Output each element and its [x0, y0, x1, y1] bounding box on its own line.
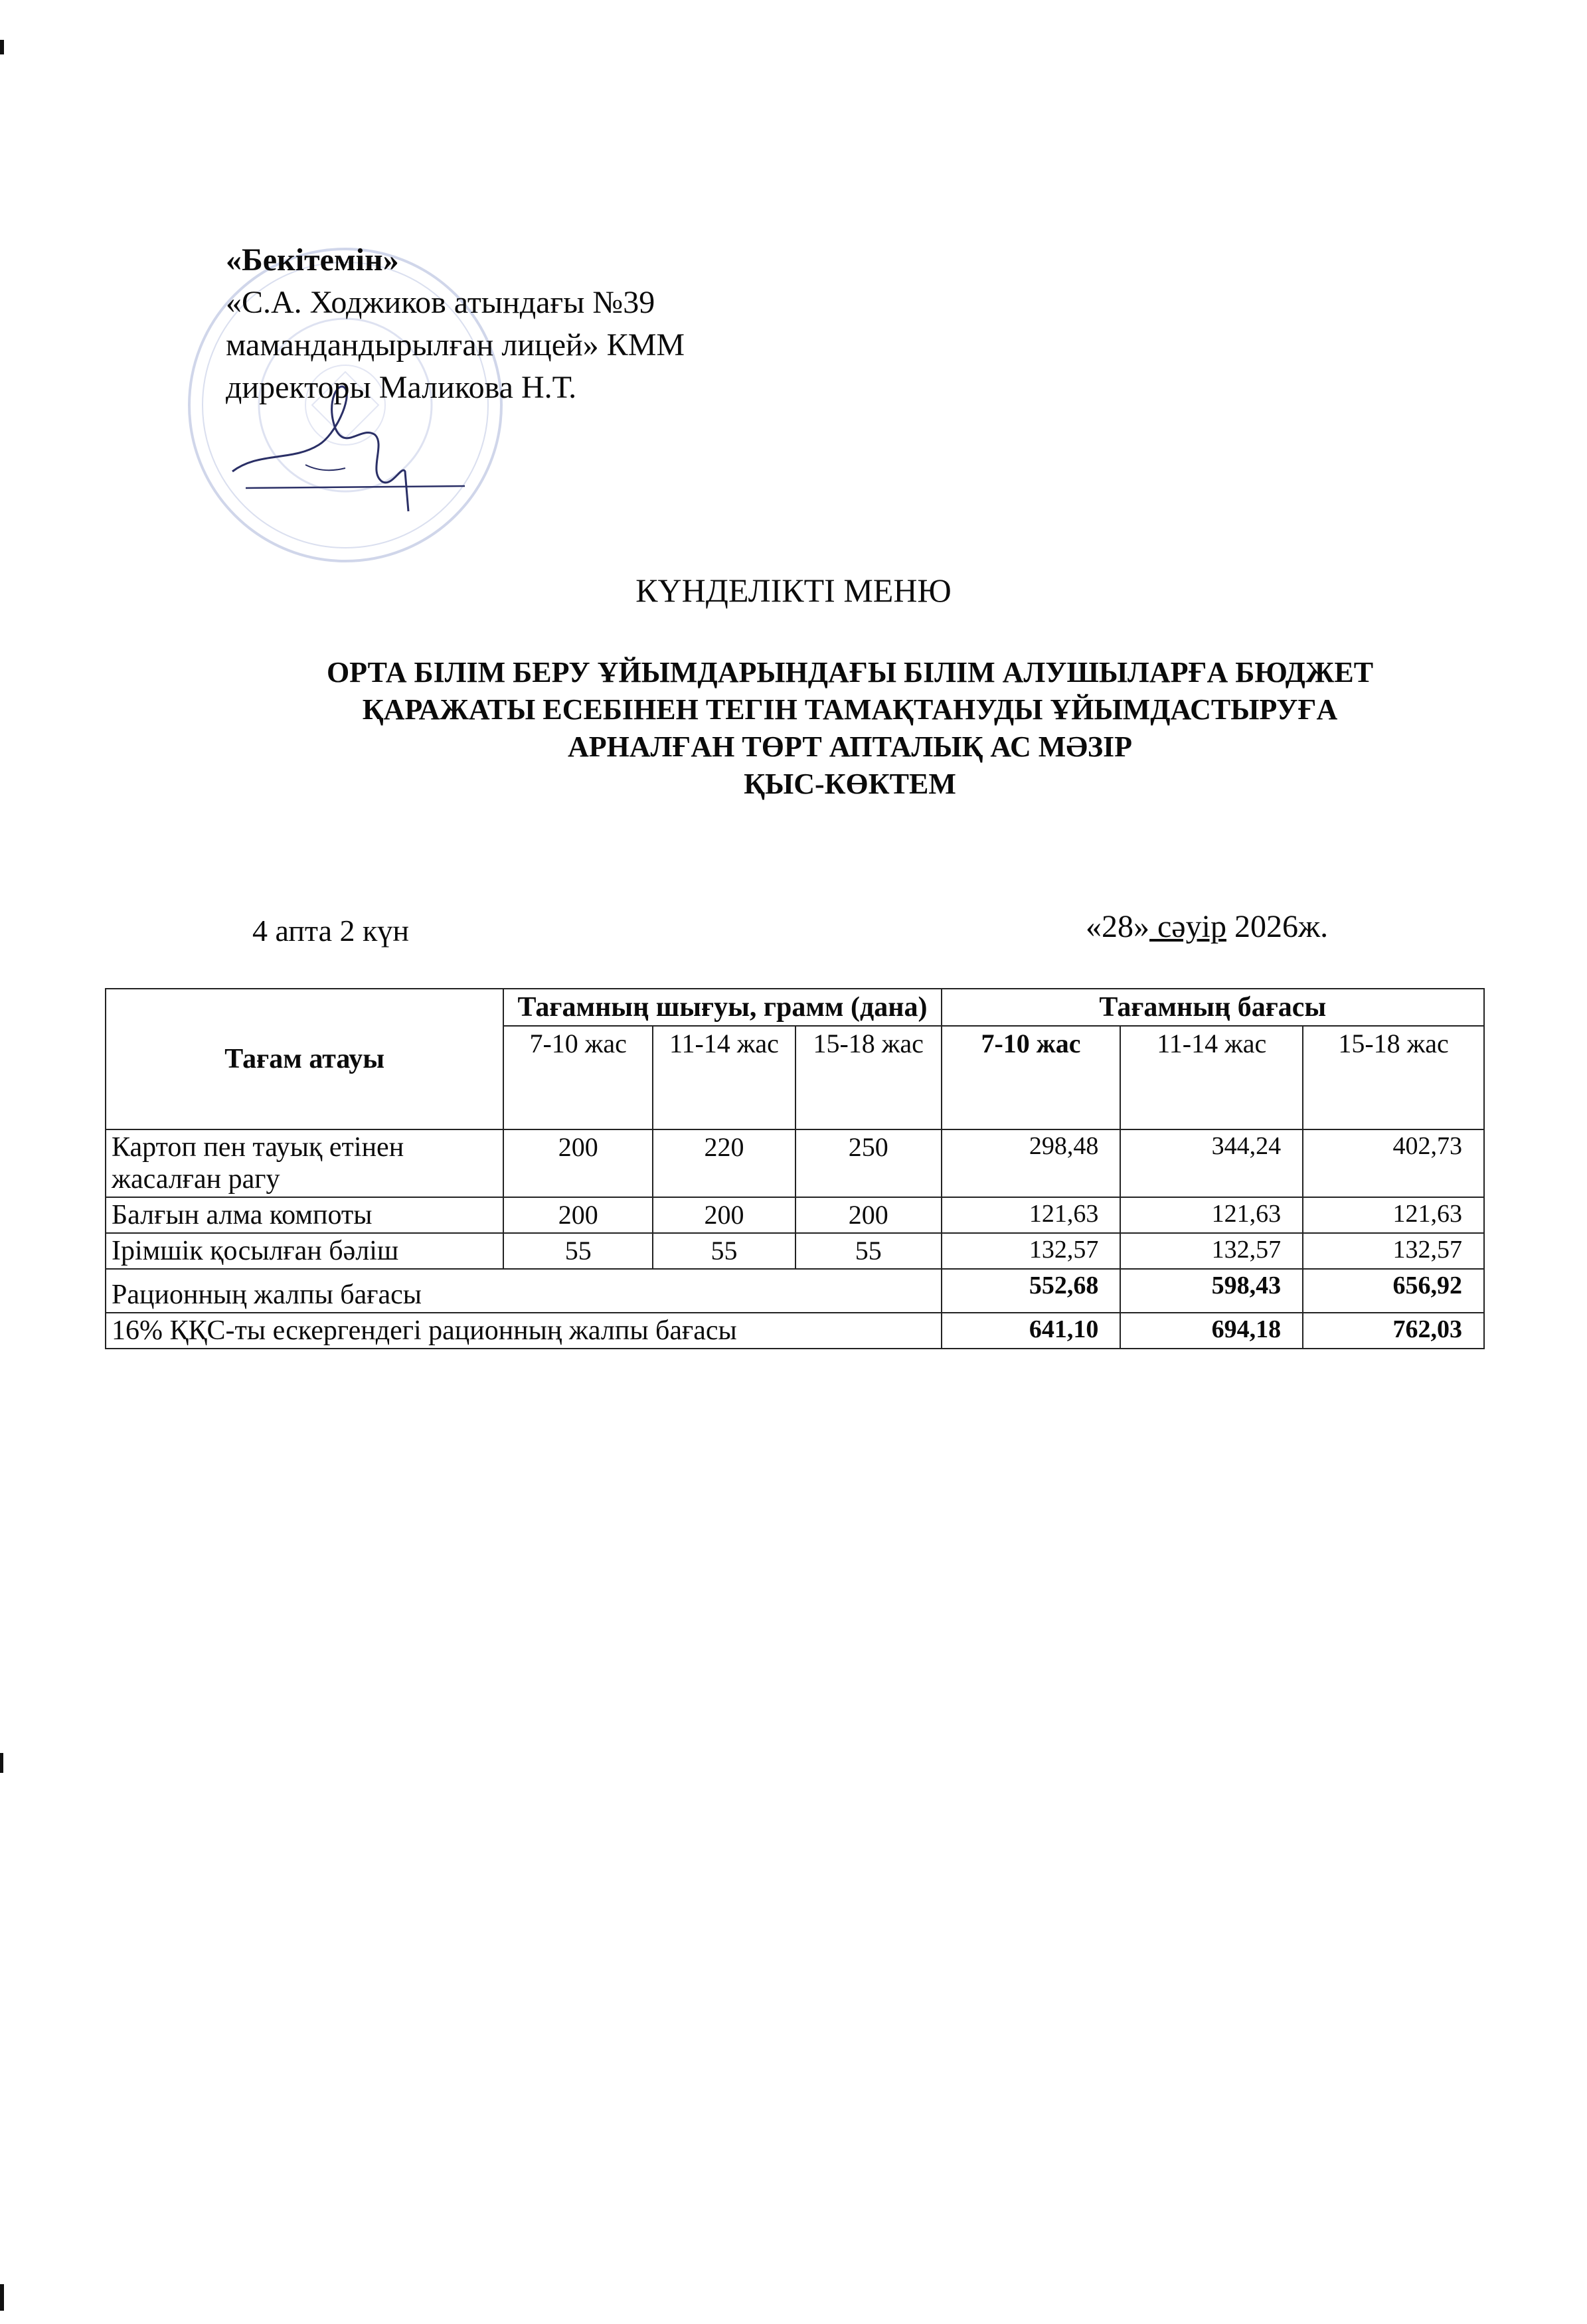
price-cell: 121,63: [942, 1197, 1121, 1233]
approval-line-1: «С.А. Ходжиков атындағы №39: [226, 285, 655, 320]
output-cell: 200: [503, 1129, 653, 1197]
scan-edge-mark: [0, 2284, 4, 2311]
approve-label: «Бекітемін»: [226, 242, 399, 278]
price-cell: 402,73: [1303, 1129, 1484, 1197]
header-price-age: 7-10 жас: [942, 1026, 1121, 1129]
date-month: сәуір: [1149, 909, 1226, 944]
header-output-group: Тағамның шығуы, грамм (дана): [503, 989, 941, 1026]
price-cell: 132,57: [942, 1233, 1121, 1269]
vat-total-cell: 641,10: [942, 1313, 1121, 1349]
price-cell: 132,57: [1303, 1233, 1484, 1269]
header-output-age: 15-18 жас: [795, 1026, 942, 1129]
document-subtitle: [226, 654, 1474, 803]
header-price-age: 11-14 жас: [1120, 1026, 1303, 1129]
page-title: КҮНДЕЛІКТІ МЕНЮ: [635, 572, 952, 609]
total-cell: 656,92: [1303, 1269, 1484, 1313]
subtitle-line: ОРТА БІЛІМ БЕРУ ҰЙЫМДАРЫНДАҒЫ БІЛІМ АЛУШЫЛАРҒА БЮДЖЕТ: [326, 656, 1374, 689]
price-cell: 121,63: [1303, 1197, 1484, 1233]
table-row: [106, 1197, 1484, 1233]
subtitle-line: АРНАЛҒАН ТӨРТ АПТАЛЫҚ АС МӘЗІР: [567, 730, 1133, 763]
table-row: [106, 1233, 1484, 1269]
output-cell: 55: [503, 1233, 653, 1269]
dish-name: Ірімшік қосылған бәліш: [106, 1233, 503, 1269]
total-cell: 598,43: [1120, 1269, 1303, 1313]
header-price-age: 15-18 жас: [1303, 1026, 1484, 1129]
menu-table: [105, 988, 1485, 1349]
approval-line-2: мамандандырылған лицей» КММ: [226, 327, 685, 363]
output-cell: 220: [653, 1129, 795, 1197]
table-row: [106, 1129, 1484, 1197]
output-cell: 200: [503, 1197, 653, 1233]
total-row: [106, 1269, 1484, 1313]
header-output-age: 11-14 жас: [653, 1026, 795, 1129]
dish-name: Картоп пен тауық етінен жасалған рагу: [106, 1129, 503, 1197]
price-cell: 132,57: [1120, 1233, 1303, 1269]
vat-total-row: [106, 1313, 1484, 1349]
vat-total-cell: 694,18: [1120, 1313, 1303, 1349]
vat-total-label: 16% ҚҚС-ты ескергендегі рационның жалпы бағасы: [106, 1313, 942, 1349]
date-year: 2026ж.: [1226, 909, 1329, 944]
document-date: [1086, 908, 1328, 945]
date-day: «28»: [1086, 909, 1149, 944]
dish-name: Балғын алма компоты: [106, 1197, 503, 1233]
output-cell: 200: [653, 1197, 795, 1233]
approval-line-3: директоры Маликова Н.Т.: [226, 370, 577, 405]
scan-edge-mark: [0, 1753, 3, 1773]
total-label: Рационның жалпы бағасы: [106, 1269, 942, 1313]
price-cell: 344,24: [1120, 1129, 1303, 1197]
header-price-group: Тағамның бағасы: [942, 989, 1484, 1026]
subtitle-line: ҚАРАЖАТЫ ЕСЕБІНЕН ТЕГІН ТАМАҚТАНУДЫ ҰЙЫМДАСТЫРУҒА: [362, 693, 1338, 726]
scan-edge-mark: [0, 40, 4, 54]
price-cell: 298,48: [942, 1129, 1121, 1197]
output-cell: 55: [795, 1233, 942, 1269]
vat-total-cell: 762,03: [1303, 1313, 1484, 1349]
output-cell: 55: [653, 1233, 795, 1269]
output-cell: 200: [795, 1197, 942, 1233]
header-output-age: 7-10 жас: [503, 1026, 653, 1129]
price-cell: 121,63: [1120, 1197, 1303, 1233]
subtitle-line: ҚЫС-КӨКТЕМ: [744, 768, 956, 800]
week-day-label: 4 апта 2 күн: [252, 914, 409, 948]
header-dish-name: Тағам атауы: [106, 989, 503, 1129]
total-cell: 552,68: [942, 1269, 1121, 1313]
approval-block: [226, 239, 685, 409]
output-cell: 250: [795, 1129, 942, 1197]
